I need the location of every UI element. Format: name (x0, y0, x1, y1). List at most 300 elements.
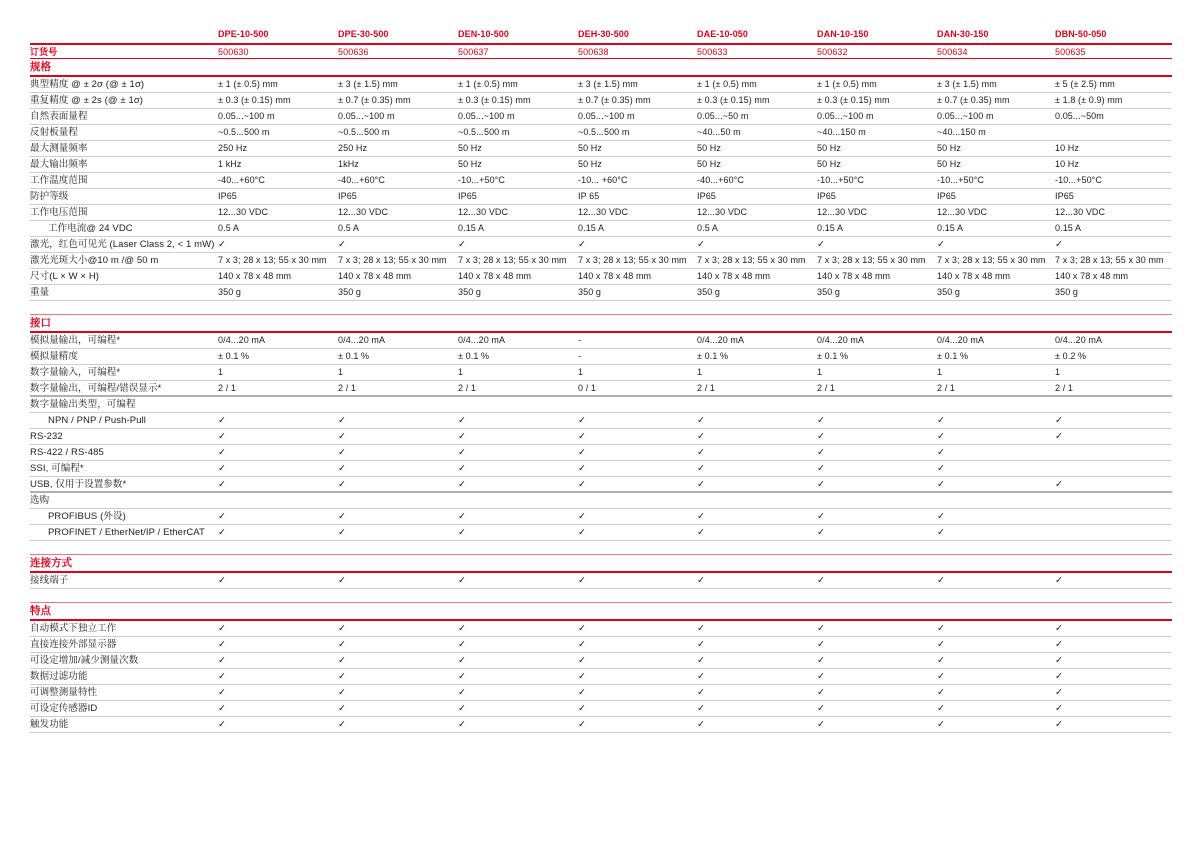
checkmark-icon: ✓ (937, 639, 946, 650)
checkmark-icon: ✓ (1055, 623, 1064, 634)
spec-row (30, 141, 1172, 157)
value-cell: 1 (338, 367, 344, 377)
checkmark-icon: ✓ (697, 447, 706, 458)
checkmark-icon: ✓ (697, 703, 706, 714)
value-cell: 50 Hz (937, 159, 962, 169)
value-cell: 250 Hz (218, 143, 248, 153)
checkmark-icon: ✓ (1055, 687, 1064, 698)
order-number-label: 订货号 (30, 47, 58, 57)
order-number-value: 500638 (578, 47, 609, 57)
value-cell: 0/4...20 mA (218, 335, 266, 345)
row-label: 工作电压范围 (30, 207, 88, 218)
spec-row (30, 429, 1172, 445)
section-2 (30, 314, 1172, 541)
checkmark-icon: ✓ (338, 527, 347, 538)
value-cell: - (578, 351, 582, 362)
checkmark-icon: ✓ (458, 527, 467, 538)
checkmark-icon: ✓ (1055, 415, 1064, 426)
checkmark-icon: ✓ (338, 431, 347, 442)
section-4 (30, 602, 1172, 733)
row-label: 可设定增加/减少测量次数 (30, 655, 139, 666)
value-cell: ± 0.1 % (817, 351, 849, 361)
value-cell: 7 x 3; 28 x 13; 55 x 30 mm (218, 255, 327, 265)
value-cell: 140 x 78 x 48 mm (937, 271, 1011, 281)
checkmark-icon: ✓ (1055, 639, 1064, 650)
checkmark-icon: ✓ (937, 527, 946, 538)
value-cell: 140 x 78 x 48 mm (1055, 271, 1129, 281)
checkmark-icon: ✓ (458, 719, 467, 730)
value-cell: ~40...150 m (817, 127, 866, 137)
value-cell: IP65 (218, 191, 237, 201)
checkmark-icon: ✓ (338, 671, 347, 682)
row-subheader-label: 选购 (30, 495, 50, 506)
value-cell: 50 Hz (697, 143, 722, 153)
value-cell: ± 3 (± 1.5) mm (338, 79, 398, 89)
spec-row (30, 157, 1172, 173)
row-subheader-label: 数字量输出类型，可编程 (30, 399, 136, 410)
checkmark-icon: ✓ (937, 511, 946, 522)
checkmark-icon: ✓ (697, 719, 706, 730)
spec-row (30, 445, 1172, 461)
checkmark-icon: ✓ (218, 479, 227, 490)
checkmark-icon: ✓ (817, 703, 826, 714)
checkmark-icon: ✓ (937, 447, 946, 458)
value-cell: 0.15 A (1055, 223, 1082, 233)
value-cell: ± 3 (± 1.5) mm (937, 79, 997, 89)
model-header-row (30, 26, 1172, 45)
checkmark-icon: ✓ (218, 687, 227, 698)
order-number-value: 500630 (218, 47, 249, 57)
spec-row (30, 621, 1172, 637)
value-cell: 1kHz (338, 159, 359, 169)
value-cell: 140 x 78 x 48 mm (697, 271, 771, 281)
checkmark-icon: ✓ (458, 447, 467, 458)
row-label: USB, 仅用于设置参数* (30, 479, 127, 490)
checkmark-icon: ✓ (458, 655, 467, 666)
checkmark-icon: ✓ (1055, 719, 1064, 730)
checkmark-icon: ✓ (817, 479, 826, 490)
row-label: 触发功能 (30, 719, 69, 730)
checkmark-icon: ✓ (1055, 431, 1064, 442)
checkmark-icon: ✓ (338, 655, 347, 666)
model-header-cell: DAE-10-050 (697, 29, 749, 39)
value-cell: 7 x 3; 28 x 13; 55 x 30 mm (458, 255, 567, 265)
row-label: 最大输出频率 (30, 159, 88, 170)
checkmark-icon: ✓ (338, 447, 347, 458)
value-cell: IP65 (458, 191, 477, 201)
checkmark-icon: ✓ (218, 703, 227, 714)
value-cell: 1 (578, 367, 584, 377)
checkmark-icon: ✓ (218, 719, 227, 730)
value-cell: ~0.5...500 m (338, 127, 390, 137)
order-number-value: 500637 (458, 47, 489, 57)
checkmark-icon: ✓ (338, 239, 347, 250)
value-cell: 2 / 1 (937, 383, 956, 393)
section-title: 接口 (30, 315, 1172, 333)
value-cell: 1 (1055, 367, 1061, 377)
value-cell: 350 g (218, 287, 242, 297)
spec-row (30, 269, 1172, 285)
row-label: 可设定传感器ID (30, 703, 98, 714)
value-cell: 7 x 3; 28 x 13; 55 x 30 mm (697, 255, 806, 265)
value-cell: 2 / 1 (697, 383, 716, 393)
value-cell: 1 (937, 367, 943, 377)
row-label: 工作电流@ 24 VDC (48, 223, 133, 234)
section-title: 规格 (30, 59, 1172, 77)
checkmark-icon: ✓ (937, 479, 946, 490)
checkmark-icon: ✓ (578, 463, 587, 474)
checkmark-icon: ✓ (817, 687, 826, 698)
value-cell: 12...30 VDC (218, 207, 269, 217)
checkmark-icon: ✓ (817, 431, 826, 442)
checkmark-icon: ✓ (218, 623, 227, 634)
value-cell: 0/4...20 mA (338, 335, 386, 345)
spec-row (30, 189, 1172, 205)
spec-row (30, 173, 1172, 189)
row-label: 最大测量频率 (30, 143, 88, 154)
checkmark-icon: ✓ (578, 239, 587, 250)
value-cell: IP65 (338, 191, 357, 201)
checkmark-icon: ✓ (697, 671, 706, 682)
row-label: 模拟量精度 (30, 351, 79, 362)
checkmark-icon: ✓ (218, 639, 227, 650)
checkmark-icon: ✓ (697, 623, 706, 634)
value-cell: 350 g (1055, 287, 1079, 297)
checkmark-icon: ✓ (578, 415, 587, 426)
checkmark-icon: ✓ (338, 639, 347, 650)
row-label: PROFINET / EtherNet/IP / EtherCAT (48, 527, 205, 538)
value-cell: 12...30 VDC (458, 207, 509, 217)
checkmark-icon: ✓ (937, 623, 946, 634)
checkmark-icon: ✓ (697, 431, 706, 442)
value-cell: 0.5 A (697, 223, 719, 233)
checkmark-icon: ✓ (458, 463, 467, 474)
value-cell: ± 0.1 % (458, 351, 490, 361)
order-number-value: 500632 (817, 47, 848, 57)
value-cell: 2 / 1 (218, 383, 237, 393)
order-number-value: 500633 (697, 47, 728, 57)
checkmark-icon: ✓ (697, 463, 706, 474)
spec-row (30, 365, 1172, 381)
row-label: 重量 (30, 287, 50, 298)
checkmark-icon: ✓ (697, 511, 706, 522)
value-cell: 350 g (697, 287, 721, 297)
value-cell: 1 (218, 367, 224, 377)
value-cell: 7 x 3; 28 x 13; 55 x 30 mm (937, 255, 1046, 265)
spec-row (30, 109, 1172, 125)
value-cell: IP65 (1055, 191, 1074, 201)
checkmark-icon: ✓ (218, 655, 227, 666)
checkmark-icon: ✓ (338, 687, 347, 698)
checkmark-icon: ✓ (817, 447, 826, 458)
value-cell: 10 Hz (1055, 143, 1080, 153)
model-header-cell: DPE-10-500 (218, 29, 269, 39)
checkmark-icon: ✓ (338, 703, 347, 714)
checkmark-icon: ✓ (1055, 575, 1064, 586)
checkmark-icon: ✓ (817, 671, 826, 682)
value-cell: 12...30 VDC (817, 207, 868, 217)
checkmark-icon: ✓ (458, 623, 467, 634)
checkmark-icon: ✓ (697, 639, 706, 650)
checkmark-icon: ✓ (218, 431, 227, 442)
checkmark-icon: ✓ (218, 575, 227, 586)
spec-row (30, 237, 1172, 253)
checkmark-icon: ✓ (578, 431, 587, 442)
checkmark-icon: ✓ (937, 415, 946, 426)
value-cell: 140 x 78 x 48 mm (458, 271, 532, 281)
spec-row (30, 93, 1172, 109)
value-cell: 0.05...~100 m (458, 111, 515, 121)
checkmark-icon: ✓ (458, 239, 467, 250)
value-cell: ~40...50 m (697, 127, 741, 137)
checkmark-icon: ✓ (578, 447, 587, 458)
spec-row (30, 333, 1172, 349)
row-label: 直接连接外部显示器 (30, 639, 117, 650)
row-label: 数字量输出，可编程/错误显示* (30, 383, 162, 394)
value-cell: - (578, 335, 582, 346)
checkmark-icon: ✓ (218, 447, 227, 458)
model-header-cell: DBN-50-050 (1055, 29, 1107, 39)
value-cell: 0/4...20 mA (1055, 335, 1103, 345)
value-cell: 0.15 A (458, 223, 485, 233)
value-cell: -40...+60°C (338, 175, 385, 185)
checkmark-icon: ✓ (338, 415, 347, 426)
value-cell: ± 1 (± 0.5) mm (458, 79, 518, 89)
checkmark-icon: ✓ (458, 703, 467, 714)
value-cell: ± 0.7 (± 0.35) mm (937, 95, 1010, 105)
value-cell: 2 / 1 (458, 383, 477, 393)
checkmark-icon: ✓ (578, 687, 587, 698)
value-cell: 0.05...~50m (1055, 111, 1104, 121)
checkmark-icon: ✓ (218, 463, 227, 474)
value-cell: 50 Hz (578, 143, 603, 153)
checkmark-icon: ✓ (458, 479, 467, 490)
value-cell: 2 / 1 (1055, 383, 1074, 393)
checkmark-icon: ✓ (1055, 479, 1064, 490)
row-label: 数字量输入，可编程* (30, 367, 121, 378)
value-cell: 350 g (578, 287, 602, 297)
checkmark-icon: ✓ (697, 415, 706, 426)
model-header-cell: DEN-10-500 (458, 29, 510, 39)
value-cell: IP65 (937, 191, 956, 201)
spec-row (30, 701, 1172, 717)
checkmark-icon: ✓ (817, 239, 826, 250)
value-cell: 50 Hz (937, 143, 962, 153)
order-number-value: 500634 (937, 47, 968, 57)
checkmark-icon: ✓ (338, 463, 347, 474)
value-cell: 140 x 78 x 48 mm (218, 271, 292, 281)
value-cell: 50 Hz (697, 159, 722, 169)
checkmark-icon: ✓ (937, 655, 946, 666)
checkmark-icon: ✓ (817, 623, 826, 634)
value-cell: -40...+60°C (218, 175, 265, 185)
value-cell: ~0.5...500 m (218, 127, 270, 137)
checkmark-icon: ✓ (338, 575, 347, 586)
value-cell: ~0.5...500 m (458, 127, 510, 137)
checkmark-icon: ✓ (817, 575, 826, 586)
checkmark-icon: ✓ (578, 655, 587, 666)
checkmark-icon: ✓ (937, 575, 946, 586)
value-cell: IP65 (697, 191, 716, 201)
value-cell: IP65 (817, 191, 836, 201)
row-label: RS-422 / RS-485 (30, 447, 104, 458)
checkmark-icon: ✓ (218, 671, 227, 682)
value-cell: 7 x 3; 28 x 13; 55 x 30 mm (578, 255, 687, 265)
checkmark-icon: ✓ (697, 687, 706, 698)
value-cell: 1 (817, 367, 823, 377)
value-cell: 50 Hz (458, 143, 483, 153)
value-cell: ~40...150 m (937, 127, 986, 137)
value-cell: ± 0.1 % (338, 351, 370, 361)
checkmark-icon: ✓ (697, 575, 706, 586)
checkmark-icon: ✓ (697, 479, 706, 490)
spec-row (30, 397, 1172, 413)
checkmark-icon: ✓ (338, 511, 347, 522)
checkmark-icon: ✓ (578, 527, 587, 538)
spec-row (30, 253, 1172, 269)
value-cell: 0.05...~50 m (697, 111, 749, 121)
checkmark-icon: ✓ (578, 703, 587, 714)
value-cell: 12...30 VDC (1055, 207, 1106, 217)
spec-row (30, 653, 1172, 669)
value-cell: 0.15 A (817, 223, 844, 233)
value-cell: ± 1 (± 0.5) mm (697, 79, 757, 89)
value-cell: -10...+50°C (1055, 175, 1102, 185)
checkmark-icon: ✓ (817, 655, 826, 666)
checkmark-icon: ✓ (937, 703, 946, 714)
value-cell: 50 Hz (817, 143, 842, 153)
value-cell: 2 / 1 (817, 383, 836, 393)
value-cell: ± 0.1 % (218, 351, 250, 361)
row-label: 尺寸(L × W × H) (30, 271, 100, 282)
checkmark-icon: ✓ (937, 239, 946, 250)
checkmark-icon: ✓ (458, 575, 467, 586)
section-1 (30, 59, 1172, 301)
row-label: 防护等级 (30, 191, 69, 202)
value-cell: 350 g (458, 287, 482, 297)
checkmark-icon: ✓ (697, 527, 706, 538)
checkmark-icon: ✓ (817, 719, 826, 730)
checkmark-icon: ✓ (578, 639, 587, 650)
value-cell: 10 Hz (1055, 159, 1080, 169)
row-label: RS-232 (30, 431, 63, 442)
row-label: 激光，红色可见光 (Laser Class 2, < 1 mW) (30, 239, 215, 250)
value-cell: 50 Hz (458, 159, 483, 169)
spec-row (30, 477, 1172, 493)
checkmark-icon: ✓ (817, 527, 826, 538)
value-cell: 0/4...20 mA (458, 335, 506, 345)
value-cell: 140 x 78 x 48 mm (338, 271, 412, 281)
value-cell: -10...+50°C (937, 175, 984, 185)
value-cell: 0.05...~100 m (937, 111, 994, 121)
model-header-cell: DEH-30-500 (578, 29, 630, 39)
spec-row (30, 509, 1172, 525)
checkmark-icon: ✓ (218, 415, 227, 426)
value-cell: ± 0.7 (± 0.35) mm (338, 95, 411, 105)
value-cell: 0.5 A (338, 223, 360, 233)
row-label: 工作温度范围 (30, 175, 88, 186)
section-title: 特点 (30, 603, 1172, 621)
value-cell: 2 / 1 (338, 383, 357, 393)
spec-row (30, 349, 1172, 365)
section-title: 连接方式 (30, 555, 1172, 573)
checkmark-icon: ✓ (578, 671, 587, 682)
row-label: 自动模式下独立工作 (30, 623, 117, 634)
row-label: NPN / PNP / Push-Pull (48, 415, 147, 426)
checkmark-icon: ✓ (458, 431, 467, 442)
checkmark-icon: ✓ (458, 415, 467, 426)
checkmark-icon: ✓ (578, 479, 587, 490)
value-cell: ~0.5...500 m (578, 127, 630, 137)
row-label: 典型精度 @ ± 2σ (@ ± 1σ) (30, 79, 145, 90)
checkmark-icon: ✓ (218, 511, 227, 522)
checkmark-icon: ✓ (338, 719, 347, 730)
model-header-cell: DAN-10-150 (817, 29, 869, 39)
value-cell: 12...30 VDC (578, 207, 629, 217)
checkmark-icon: ✓ (937, 719, 946, 730)
checkmark-icon: ✓ (338, 623, 347, 634)
checkmark-icon: ✓ (458, 687, 467, 698)
checkmark-icon: ✓ (338, 479, 347, 490)
value-cell: 50 Hz (817, 159, 842, 169)
value-cell: 0/4...20 mA (817, 335, 865, 345)
checkmark-icon: ✓ (218, 239, 227, 250)
value-cell: ± 0.2 % (1055, 351, 1087, 361)
checkmark-icon: ✓ (937, 687, 946, 698)
value-cell: 0.5 A (218, 223, 240, 233)
value-cell: 350 g (937, 287, 961, 297)
value-cell: ± 1 (± 0.5) mm (218, 79, 278, 89)
checkmark-icon: ✓ (937, 431, 946, 442)
row-label: 反射板量程 (30, 127, 79, 138)
value-cell: ± 0.3 (± 0.15) mm (218, 95, 291, 105)
model-header-cell: DAN-30-150 (937, 29, 989, 39)
spec-row (30, 685, 1172, 701)
value-cell: 7 x 3; 28 x 13; 55 x 30 mm (817, 255, 926, 265)
value-cell: 0.05...~100 m (578, 111, 635, 121)
value-cell: 12...30 VDC (697, 207, 748, 217)
section-3 (30, 554, 1172, 589)
spec-row (30, 717, 1172, 733)
row-label: PROFIBUS (外设) (48, 511, 126, 522)
value-cell: 0/4...20 mA (937, 335, 985, 345)
order-number-value: 500635 (1055, 47, 1086, 57)
value-cell: 0 / 1 (578, 383, 597, 393)
value-cell: 140 x 78 x 48 mm (817, 271, 891, 281)
value-cell: ± 0.3 (± 0.15) mm (817, 95, 890, 105)
checkmark-icon: ✓ (1055, 671, 1064, 682)
row-label: 模拟量输出，可编程* (30, 335, 121, 346)
value-cell: 12...30 VDC (338, 207, 389, 217)
value-cell: -10... +60°C (578, 175, 628, 185)
value-cell: 0.05...~100 m (338, 111, 395, 121)
value-cell: ± 0.3 (± 0.15) mm (697, 95, 770, 105)
value-cell: 50 Hz (578, 159, 603, 169)
row-label: 数据过滤功能 (30, 671, 88, 682)
spec-row (30, 413, 1172, 429)
model-header-cell: DPE-30-500 (338, 29, 389, 39)
checkmark-icon: ✓ (937, 463, 946, 474)
value-cell: 0.05...~100 m (218, 111, 275, 121)
spec-row (30, 205, 1172, 221)
row-label: 重复精度 @ ± 2s (@ ± 1σ) (30, 95, 144, 106)
checkmark-icon: ✓ (1055, 655, 1064, 666)
value-cell: ± 1.8 (± 0.9) mm (1055, 95, 1123, 105)
checkmark-icon: ✓ (458, 511, 467, 522)
value-cell: -10...+50°C (458, 175, 505, 185)
row-label: 自然表面量程 (30, 111, 88, 122)
checkmark-icon: ✓ (578, 623, 587, 634)
